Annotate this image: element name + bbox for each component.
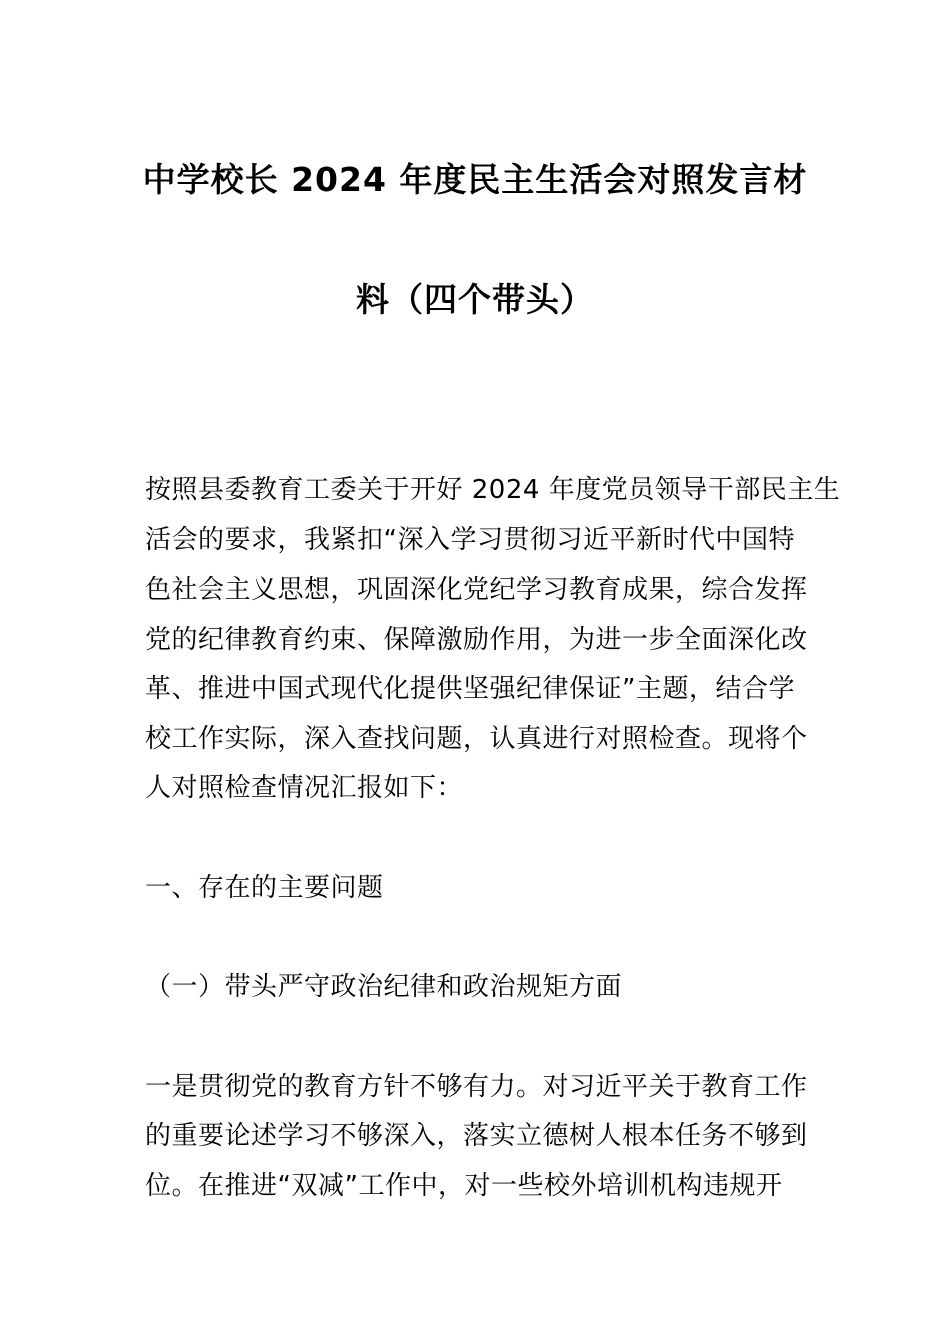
paragraph-1-line-5: 革、推进中国式现代化提供坚强纪律保证”主题，结合学 (145, 674, 795, 704)
section-heading: 一、存在的主要问题 (145, 873, 384, 903)
paragraph-1-line-4: 党的纪律教育约束、保障激励作用，为进一步全面深化改 (145, 625, 808, 655)
paragraph-2-line-2: 的重要论述学习不够深入，落实立德树人根本任务不够到 (145, 1121, 808, 1151)
paragraph-1-line-1: 按照县委教育工委关于开好 2024 年度党员领导干部民主生 (145, 475, 841, 505)
paragraph-2-line-1: 一是贯彻党的教育方针不够有力。对习近平关于教育工作 (145, 1072, 808, 1102)
subsection-heading: （一）带头严守政治纪律和政治规矩方面 (145, 972, 623, 1002)
paragraph-1-line-7: 人对照检查情况汇报如下： (145, 773, 464, 803)
paragraph-1-line-2: 活会的要求，我紧扣“深入学习贯彻习近平新时代中国特 (145, 525, 795, 555)
paragraph-2-line-3: 位。在推进“双减”工作中，对一些校外培训机构违规开 (145, 1171, 783, 1201)
document-title-line-2: 料（四个带头） (356, 280, 594, 319)
paragraph-1-line-6: 校工作实际，深入查找问题，认真进行对照检查。现将个 (145, 724, 808, 754)
document-title-line-1: 中学校长 2024 年度民主生活会对照发言材 (142, 160, 808, 199)
paragraph-1-line-3: 色社会主义思想，巩固深化党纪学习教育成果，综合发挥 (145, 575, 808, 605)
